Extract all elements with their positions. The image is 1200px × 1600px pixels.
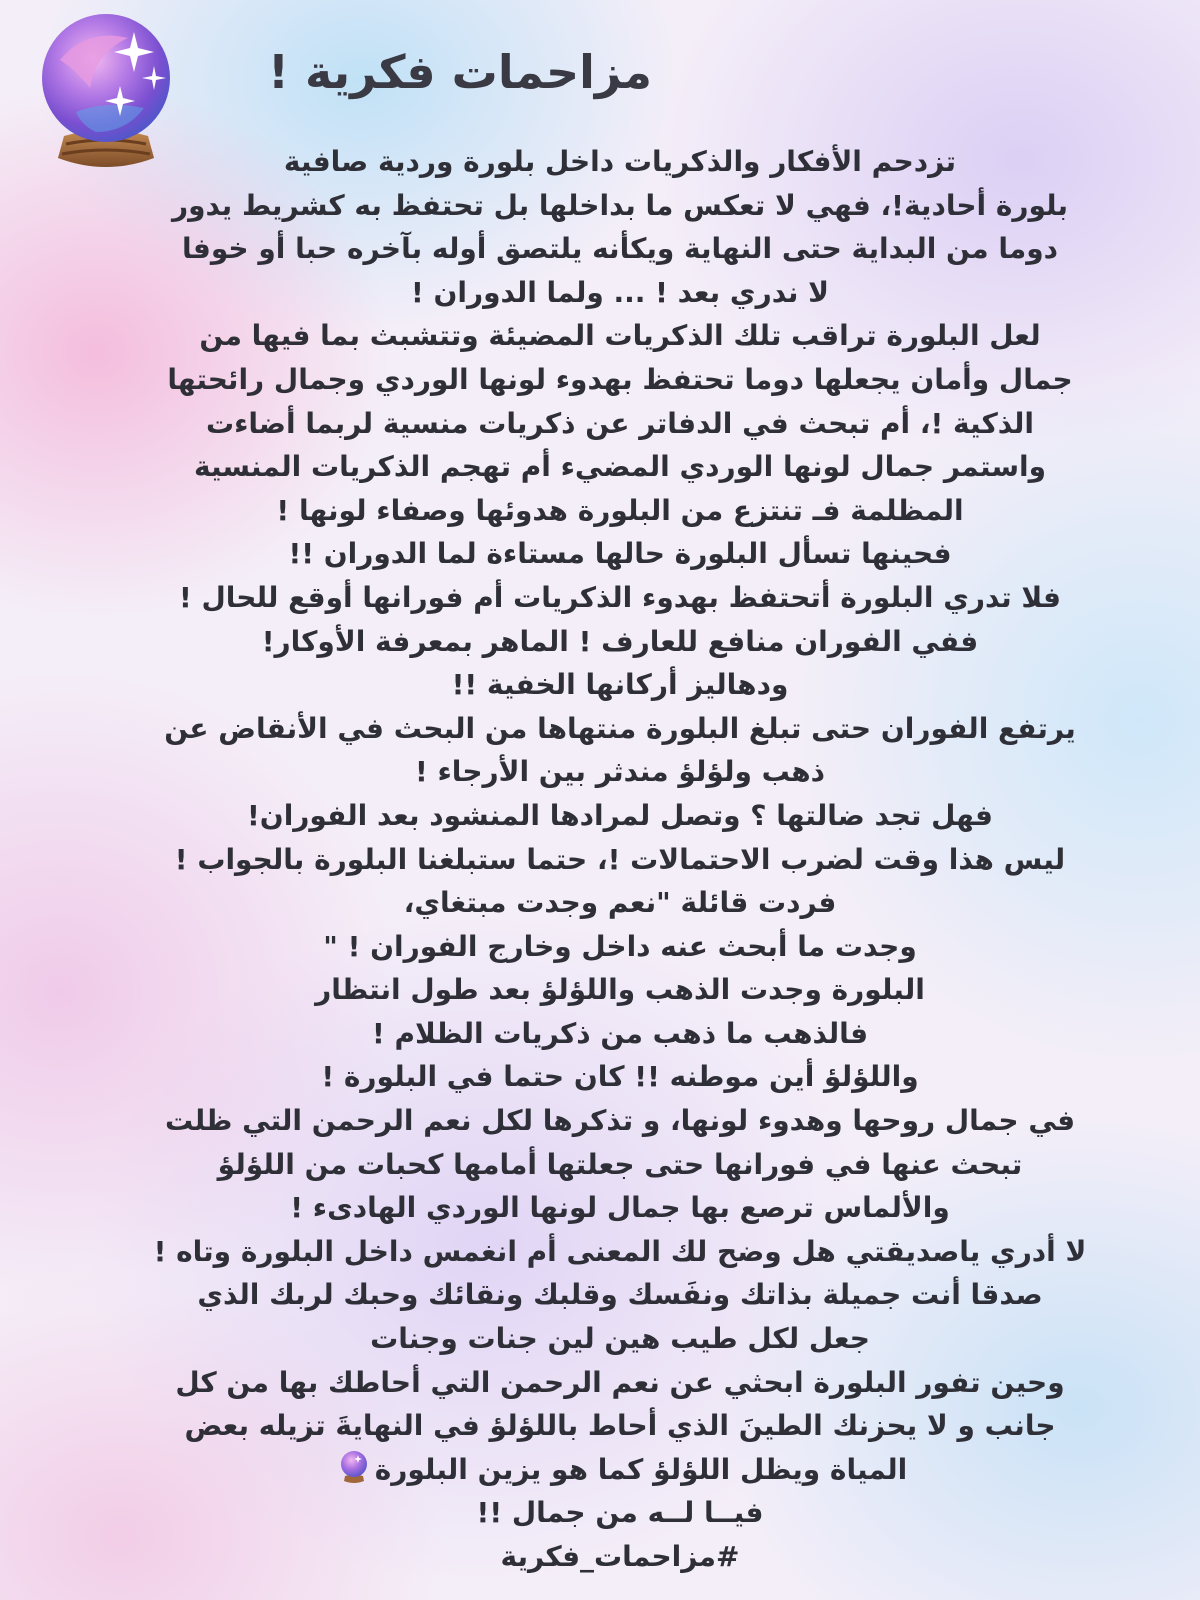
text-line: صدقا أنت جميلة بذاتك ونفَسك وقلبك ونقائك وحبك لربك الذي <box>197 1278 1043 1312</box>
text-line: في جمال روحها وهدوء لونها، و تذكرها لكل نعم الرحمن التي ظلت <box>164 1104 1076 1138</box>
text-line: واللؤلؤ أين موطنه !! كان حتما في البلورة ! <box>321 1060 919 1094</box>
text-line: واستمر جمال لونها الوردي المضيء أم تهجم الذكريات المنسية <box>193 450 1047 484</box>
text-line: تبحث عنها في فورانها حتى جعلتها أمامها كحبات من اللؤلؤ <box>217 1147 1023 1181</box>
page-title: مزاحمات فكرية ! <box>267 45 652 99</box>
text-line: دوما من البداية حتى النهاية ويكأنه يلتصق أوله بآخره حبا أو خوفا <box>182 232 1058 266</box>
text-line: جانب و لا يحزنك الطينَ الذي أحاط باللؤلؤ في النهايةَ تزيله بعض <box>184 1409 1056 1443</box>
text-line: فيــا لــه من جمال !! <box>476 1496 764 1530</box>
text-line: وجدت ما أبحث عنه داخل وخارج الفوران ! " <box>323 929 917 963</box>
text-line: ودهاليز أركانها الخفية !! <box>451 668 789 702</box>
text-line: المظلمة فـ تنتزع من البلورة هدوئها وصفاء لونها ! <box>276 493 964 527</box>
text-line: لا أدري ياصديقتي هل وضح لك المعنى أم انغمس داخل البلورة وتاه ! <box>153 1234 1087 1268</box>
text-line: ففي الفوران منافع للعارف ! الماهر بمعرفة الأوكار! <box>261 624 979 658</box>
text-line: ليس هذا وقت لضرب الاحتمالات !، حتما ستبلغنا البلورة بالجواب ! <box>174 842 1066 876</box>
text-line: جعل لكل طيب هين لين جنات وجنات <box>370 1322 870 1356</box>
text-line: فحينها تسأل البلورة حالها مستاءة لما الدوران !! <box>288 537 952 571</box>
article-body <box>80 140 1160 1579</box>
text-line: بلورة أحادية!، فهي لا تعكس ما بداخلها بل تحتفظ به كشريط يدور <box>171 188 1068 222</box>
text-line: المياة ويظل اللؤلؤ كما هو يزين البلورة <box>374 1452 908 1486</box>
text-line: فهل تجد ضالتها ؟ وتصل لمرادها المنشود بعد الفوران! <box>247 798 993 832</box>
text-line: لعل البلورة تراقب تلك الذكريات المضيئة وتتشبث بما فيها من <box>199 319 1041 353</box>
text-line: فردت قائلة "نعم وجدت مبتغاي، <box>403 886 837 920</box>
text-line: تزدحم الأفكار والذكريات داخل بلورة وردية صافية <box>283 145 957 178</box>
text-line: والألماس ترصع بها جمال لونها الوردي الهادىء ! <box>290 1191 950 1225</box>
text-line: البلورة وجدت الذهب واللؤلؤ بعد طول انتظار <box>315 973 925 1007</box>
text-line: جمال وأمان يجعلها دوما تحتفظ بهدوء لونها الوردي وجمال رائحتها <box>167 362 1073 396</box>
text-line: فلا تدري البلورة أتحتفظ بهدوء الذكريات أم فورانها أوقع للحال ! <box>178 580 1061 614</box>
crystal-ball-icon <box>339 1449 369 1485</box>
text-line: وحين تفور البلورة ابحثي عن نعم الرحمن التي أحاطك بها من كل <box>175 1365 1065 1399</box>
text-line: يرتفع الفوران حتى تبلغ البلورة منتهاها من البحث في الأنقاض عن <box>164 711 1076 745</box>
text-line: ذهب ولؤلؤ مندثر بين الأرجاء ! <box>414 755 826 789</box>
text-line-with-icon <box>80 1448 1160 1492</box>
hashtag: #مزاحمات_فكرية <box>500 1540 740 1573</box>
text-line: فالذهب ما ذهب من ذكريات الظلام ! <box>371 1016 869 1050</box>
text-line: الذكية !، أم تبحث في الدفاتر عن ذكريات منسية لربما أضاءت <box>205 406 1035 440</box>
text-line: لا ندري بعد ! ... ولما الدوران ! <box>410 275 829 309</box>
